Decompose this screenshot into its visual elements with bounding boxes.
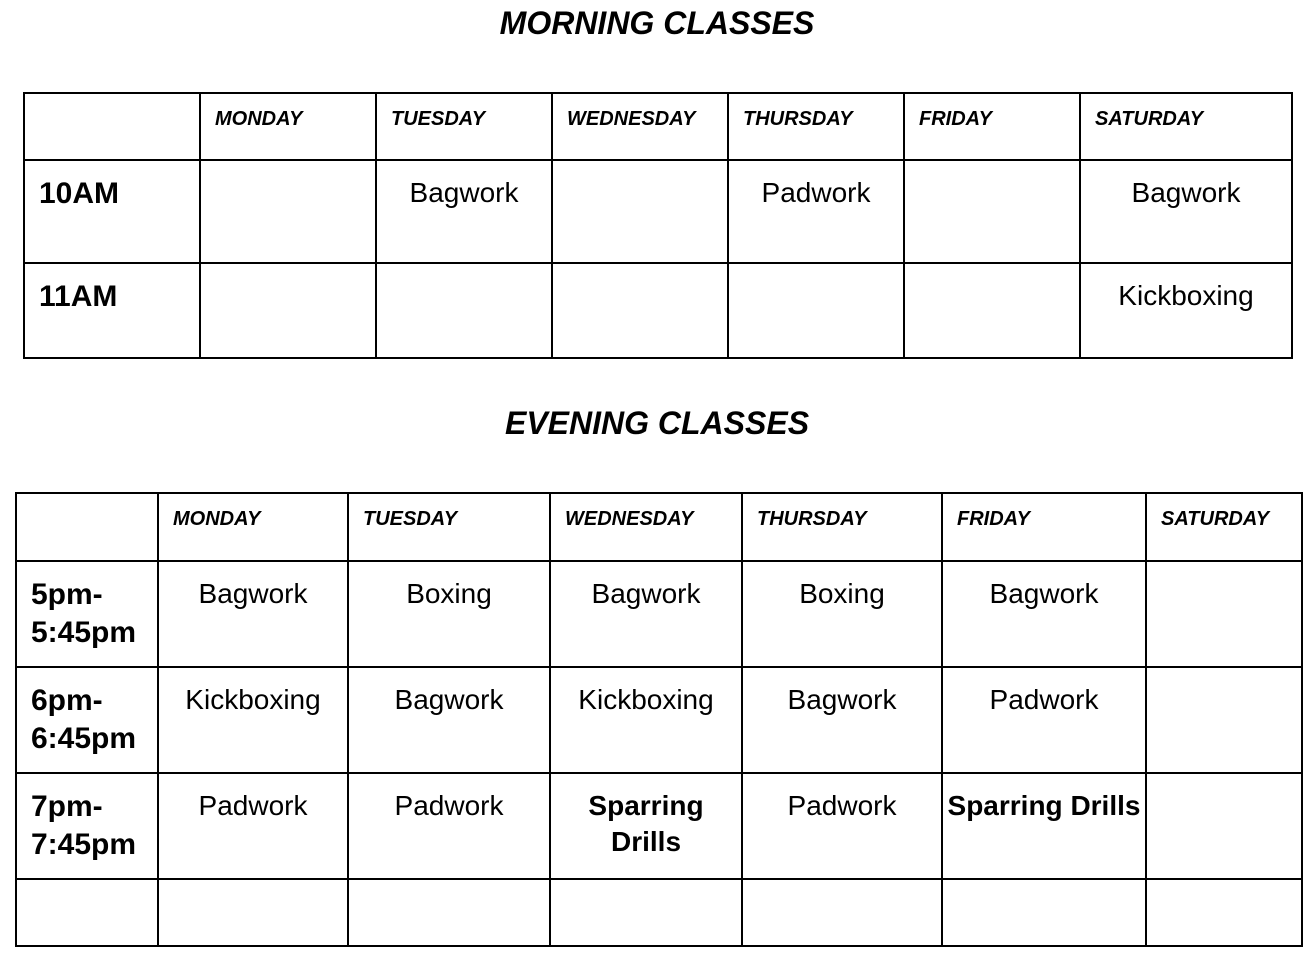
class-cell-sparring-drills: Sparring Drills [942, 773, 1146, 879]
time-slot-6pm: 6pm-6:45pm [16, 667, 158, 773]
class-cell [1146, 773, 1302, 879]
class-cell [904, 160, 1080, 263]
class-cell [1146, 561, 1302, 667]
class-cell: Bagwork [942, 561, 1146, 667]
class-cell [200, 263, 376, 358]
class-cell [942, 879, 1146, 946]
class-cell [158, 879, 348, 946]
class-cell: Padwork [728, 160, 904, 263]
table-row [16, 667, 1302, 773]
evening-day-friday: FRIDAY [942, 493, 1146, 561]
class-cell: Padwork [348, 773, 550, 879]
time-slot-empty [16, 879, 158, 946]
class-cell [1146, 879, 1302, 946]
evening-header-row [16, 493, 1302, 561]
class-cell: Kickboxing [158, 667, 348, 773]
class-cell: Padwork [742, 773, 942, 879]
evening-day-thursday: THURSDAY [742, 493, 942, 561]
class-cell: Kickboxing [1080, 263, 1292, 358]
class-cell [348, 879, 550, 946]
class-cell [550, 879, 742, 946]
class-cell: Padwork [942, 667, 1146, 773]
evening-corner-cell [16, 493, 158, 561]
table-row [24, 263, 1292, 358]
morning-day-tuesday: TUESDAY [376, 93, 552, 160]
class-cell: Bagwork [1080, 160, 1292, 263]
evening-day-wednesday: WEDNESDAY [550, 493, 742, 561]
morning-classes-title: MORNING CLASSES [499, 5, 815, 41]
morning-day-saturday: SATURDAY [1080, 93, 1292, 160]
time-slot-5pm: 5pm-5:45pm [16, 561, 158, 667]
class-cell: Bagwork [742, 667, 942, 773]
class-cell: Bagwork [158, 561, 348, 667]
morning-corner-cell [24, 93, 200, 160]
morning-schedule-table [23, 92, 1293, 359]
class-cell: Kickboxing [550, 667, 742, 773]
class-cell [200, 160, 376, 263]
class-cell [904, 263, 1080, 358]
evening-classes-title: EVENING CLASSES [504, 405, 810, 441]
class-cell: Bagwork [348, 667, 550, 773]
morning-header-row [24, 93, 1292, 160]
time-slot-7pm: 7pm-7:45pm [16, 773, 158, 879]
time-slot-11am: 11AM [24, 263, 200, 358]
table-row [16, 561, 1302, 667]
time-slot-10am: 10AM [24, 160, 200, 263]
class-cell [376, 263, 552, 358]
class-cell: Bagwork [550, 561, 742, 667]
class-cell [1146, 667, 1302, 773]
morning-day-friday: FRIDAY [904, 93, 1080, 160]
evening-schedule-table [15, 492, 1303, 947]
table-row [24, 160, 1292, 263]
morning-day-thursday: THURSDAY [728, 93, 904, 160]
class-cell: Boxing [348, 561, 550, 667]
class-cell: Bagwork [376, 160, 552, 263]
class-cell [728, 263, 904, 358]
class-cell: Boxing [742, 561, 942, 667]
morning-day-monday: MONDAY [200, 93, 376, 160]
class-cell [742, 879, 942, 946]
evening-day-tuesday: TUESDAY [348, 493, 550, 561]
class-cell-sparring-drills: Sparring Drills [550, 773, 742, 879]
evening-day-saturday: SATURDAY [1146, 493, 1302, 561]
table-row [16, 879, 1302, 946]
morning-day-wednesday: WEDNESDAY [552, 93, 728, 160]
table-row [16, 773, 1302, 879]
class-cell: Padwork [158, 773, 348, 879]
class-cell [552, 160, 728, 263]
class-cell [552, 263, 728, 358]
evening-day-monday: MONDAY [158, 493, 348, 561]
